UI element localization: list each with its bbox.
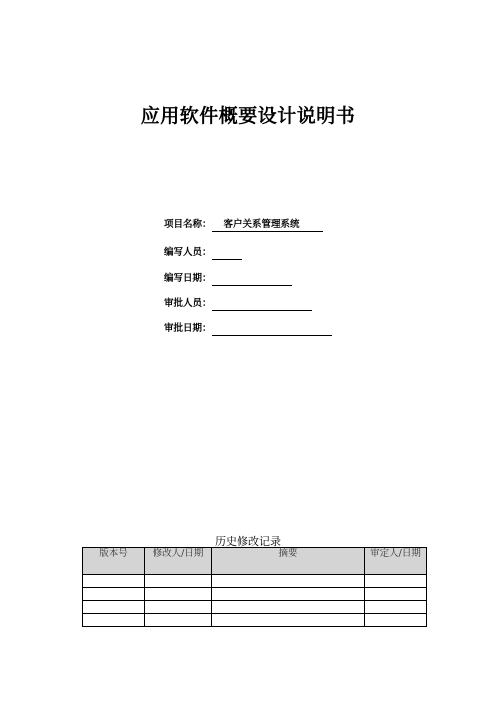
field-label: 审批人员： — [164, 298, 212, 309]
table-row — [83, 588, 427, 601]
table-cell — [83, 588, 145, 601]
table-cell — [83, 575, 145, 588]
table-cell — [365, 601, 427, 614]
field-approver — [164, 297, 312, 311]
field-underline — [212, 323, 332, 336]
field-write-date — [164, 272, 292, 286]
table-row — [83, 601, 427, 614]
history-table — [82, 547, 427, 627]
table-cell — [212, 601, 365, 614]
table-cell — [365, 588, 427, 601]
field-label: 项目名称： — [164, 219, 212, 230]
header-summary: 摘要 — [212, 548, 365, 575]
table-row — [83, 614, 427, 627]
table-cell — [365, 614, 427, 627]
field-value: 客户关系管理系统 — [223, 219, 300, 230]
document-title: 应用软件概要设计说明书 — [140, 105, 356, 127]
table-cell — [145, 614, 212, 627]
field-approve-date — [164, 322, 332, 336]
field-underline — [212, 219, 323, 232]
field-label: 编写人员： — [164, 247, 212, 258]
table-row — [83, 575, 427, 588]
field-project-name — [164, 218, 323, 232]
field-underline — [212, 273, 292, 286]
table-cell — [83, 614, 145, 627]
table-cell — [212, 575, 365, 588]
header-version: 版本号 — [83, 548, 145, 575]
field-underline — [212, 298, 312, 311]
field-author — [164, 246, 242, 260]
table-cell — [83, 601, 145, 614]
header-approver-date: 审定人/日期 — [365, 548, 427, 575]
table-cell — [145, 601, 212, 614]
table-cell — [145, 588, 212, 601]
field-underline — [212, 247, 242, 260]
header-modifier-date: 修改人/日期 — [145, 548, 212, 575]
field-label: 审批日期： — [164, 323, 212, 334]
table-cell — [212, 614, 365, 627]
field-label: 编写日期： — [164, 273, 212, 284]
table-cell — [365, 575, 427, 588]
history-header-row — [83, 548, 427, 575]
table-cell — [212, 588, 365, 601]
history-title: 历史修改记录 — [215, 535, 281, 548]
table-cell — [145, 575, 212, 588]
